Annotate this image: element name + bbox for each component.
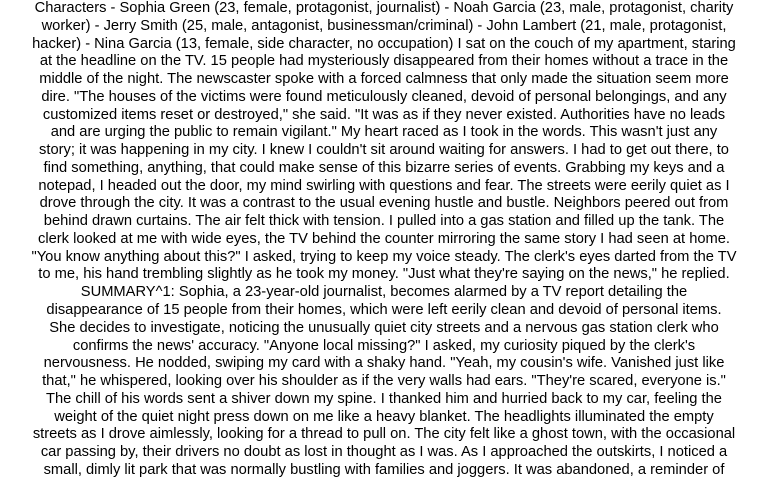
text-line: story; it was happening in my city. I knew I couldn't sit around waiting for answers. I had to get out there, to — [39, 142, 729, 159]
text-line: to me, his hand trembling slightly as he took my money. "Just what they're saying on the news," he replied. — [38, 266, 730, 283]
text-line: and are urging the public to remain vigilant." My heart raced as I took in the words. This wasn't just any — [50, 124, 718, 141]
text-line: "You know anything about this?" I asked, trying to keep my voice steady. The clerk's eyes darted from the TV — [31, 248, 737, 265]
text-line: worker) - Jerry Smith (25, male, antagonist, businessman/criminal) - John Lambert (21, male, protagonist, — [41, 17, 727, 34]
text-line: confirms the news' accuracy. "Anyone local missing?" I asked, my curiosity piqued by the clerk's — [72, 337, 696, 354]
text-line: find something, anything, that could make sense of this bizarre series of events. Grabbing my keys and a — [43, 159, 725, 176]
text-line: disappearance of 15 people from their homes, which were left eerily clean and devoid of personal items. — [46, 302, 722, 319]
text-line: dire. "The houses of the victims were found meticulously cleaned, devoid of personal belongings, and any — [41, 88, 727, 105]
text-line: clerk looked at me with wide eyes, the TV behind the counter mirroring the same story I had seen at home. — [37, 230, 731, 247]
text-line: car passing by, their drivers no doubt as lost in thought as I was. As I approached the outskirts, I noticed a — [40, 444, 728, 461]
text-line: nervousness. He nodded, swiping my card with a shaky hand. "Yeah, my cousin's wife. Vanished just like — [43, 355, 725, 372]
text-line: weight of the quiet night press down on me like a heavy blanket. The headlights illuminated the empty — [54, 408, 714, 425]
text-line: notepad, I headed out the door, my mind swirling with questions and fear. The streets were eerily quiet as I — [38, 177, 730, 194]
text-line: behind drawn curtains. The air felt thick with tension. I pulled into a gas station and filled up the tank. The — [43, 213, 725, 230]
text-line: drove through the city. It was a contrast to the usual evening hustle and bustle. Neighbors peered out from — [39, 195, 729, 212]
text-line: at the headline on the TV. 15 people had mysteriously disappeared from their homes without a trace in the — [39, 53, 729, 70]
text-line: hacker) - Nina Garcia (13, female, side character, no occupation) I sat on the couch of my apartment, staring — [32, 35, 736, 52]
text-line: She decides to investigate, noticing the unusually quiet city streets and a nervous gas station clerk who — [49, 319, 719, 336]
text-line: The chill of his words sent a shiver down my spine. I thanked him and hurried back to my car, feeling the — [46, 390, 722, 407]
text-line: SUMMARY^1: Sophia, a 23-year-old journalist, becomes alarmed by a TV report detailing the — [80, 284, 688, 301]
text-line: small, dimly lit park that was normally bustling with families and joggers. It was abandoned, a reminder of — [43, 461, 725, 478]
text-line: middle of the night. The newscaster spoke with a forced calmness that only made the situation seem more — [39, 71, 729, 88]
text-line: Characters - Sophia Green (23, female, protagonist, journalist) - Noah Garcia (23, male, protagonist, charity — [34, 0, 734, 16]
text-line: streets as I drove aimlessly, looking for a thread to pull on. The city felt like a ghost town, with the occasional — [32, 426, 736, 443]
text-line: customized items reset or destroyed," she said. "It was as if they never existed. Authorities have no leads — [42, 106, 726, 123]
text-line: that," he whispered, looking over his shoulder as if the very walls had ears. "They're scared, everyone is." — [42, 373, 726, 390]
